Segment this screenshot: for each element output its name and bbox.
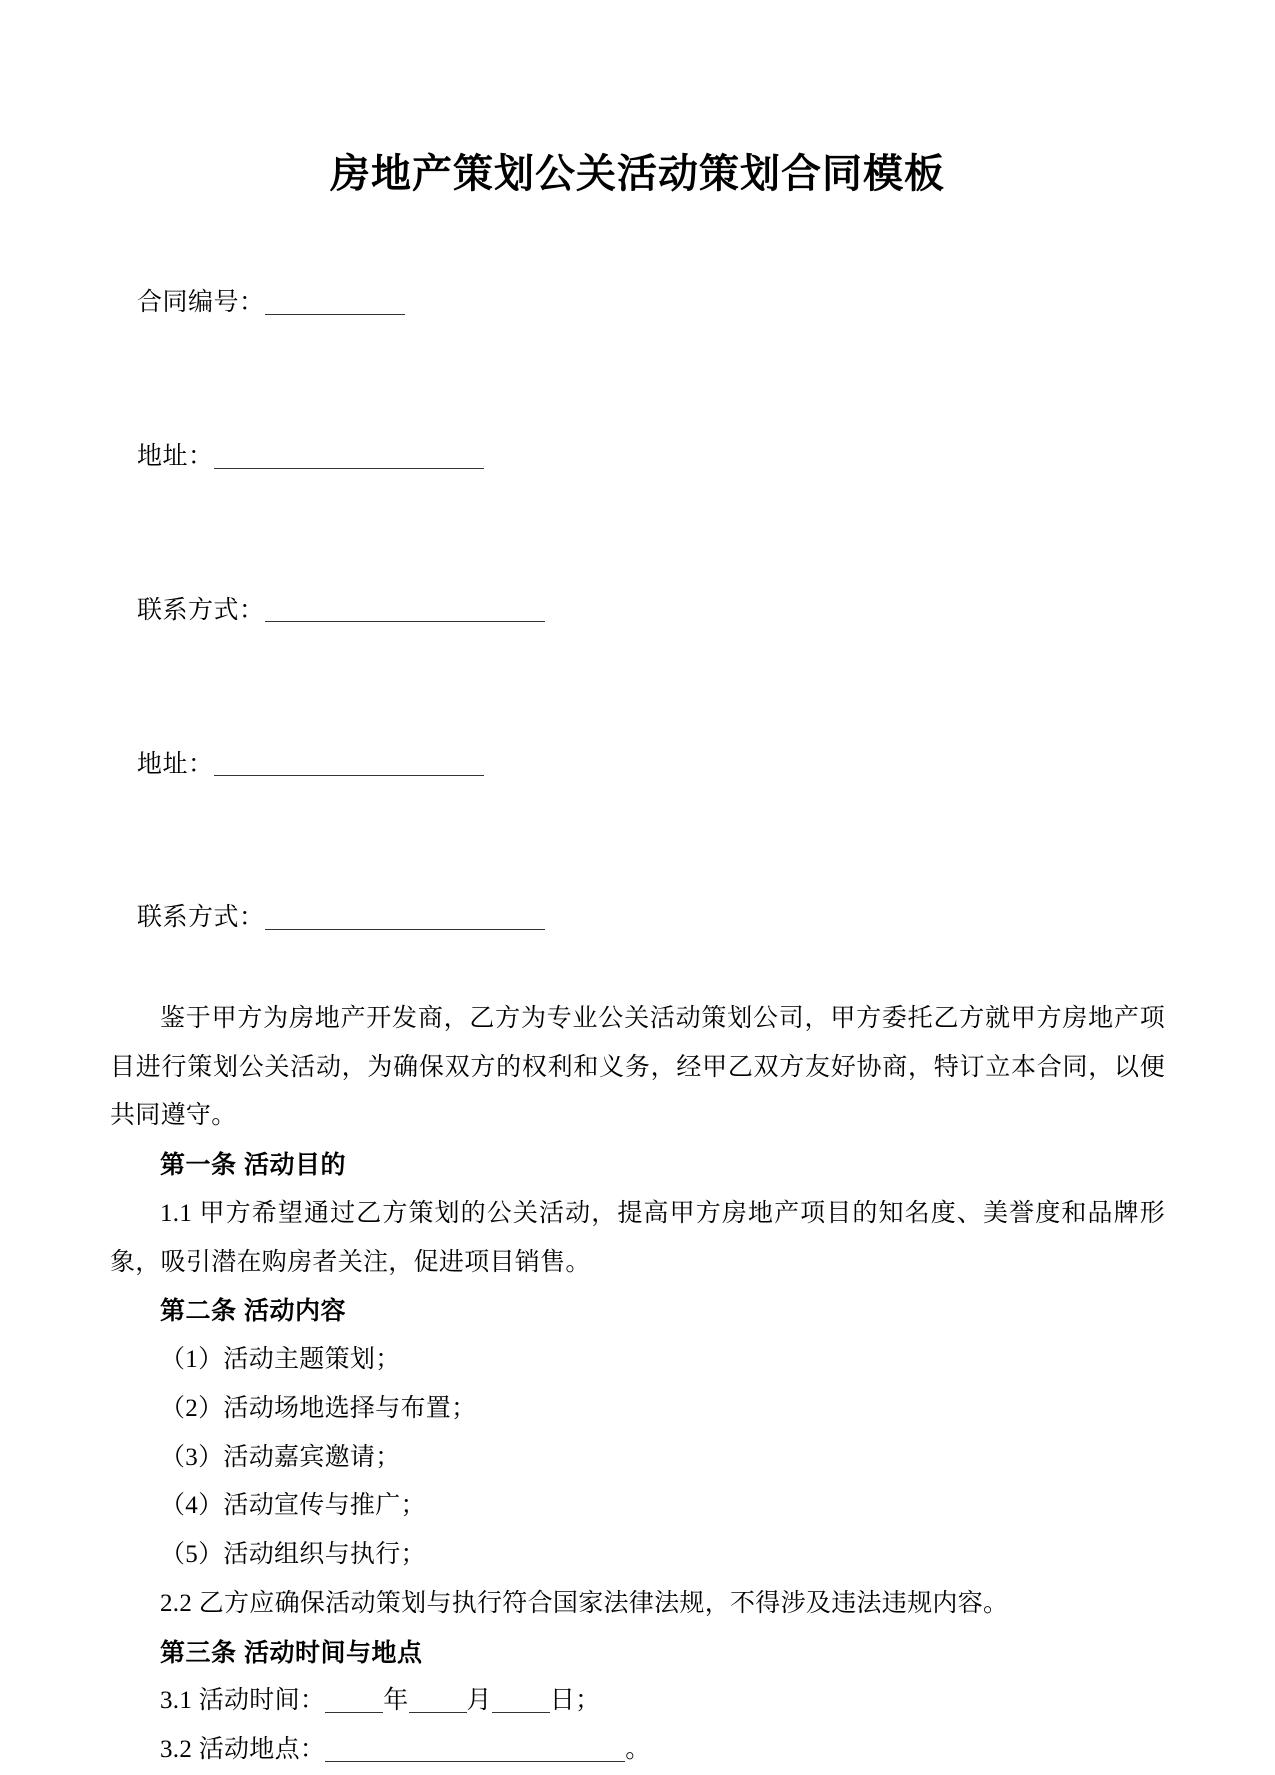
field-label: 地址： [137, 750, 214, 778]
field-label: 合同编号： [137, 289, 265, 317]
field-blank[interactable] [214, 749, 484, 776]
field-blank[interactable] [265, 595, 545, 622]
unit-month: 月 [466, 1687, 492, 1715]
activity-place-label: 3.2 活动地点： [160, 1736, 326, 1763]
list-item: （3）活动嘉宾邀请； [160, 1443, 401, 1471]
section-1-paragraph-1: 1.1 甲方希望通过乙方策划的公关活动，提高甲方房地产项目的知名度、美誉度和品牌形象，吸引潜在购房者关注，促进项目销售。 [110, 1199, 1165, 1276]
field-blank[interactable] [265, 288, 405, 315]
field-address-party-a [110, 380, 1165, 534]
unit-year: 年 [383, 1687, 409, 1715]
page-title: 房地产策划公关活动策划合同模板 [330, 152, 945, 196]
section-heading-1: 第一条 活动目的 [160, 1151, 346, 1179]
field-contact-party-b [110, 841, 1165, 995]
field-contract-number [110, 226, 1165, 380]
day-blank[interactable] [492, 1686, 550, 1713]
year-blank[interactable] [325, 1686, 383, 1713]
field-label: 联系方式： [137, 904, 265, 932]
list-item: （5）活动组织与执行； [160, 1541, 426, 1568]
field-label: 联系方式： [137, 596, 265, 624]
list-item: （4）活动宣传与推广； [160, 1492, 426, 1520]
section-heading-2: 第二条 活动内容 [160, 1297, 346, 1326]
month-blank[interactable] [409, 1686, 467, 1713]
unit-day: 日； [549, 1687, 601, 1715]
preamble-paragraph: 鉴于甲方为房地产开发商，乙方为专业公关活动策划公司，甲方委托乙方就甲方房地产项目进行策划公关活动，为确保双方的权利和义务，经甲乙双方友好协商，特订立本合同，以便共同遵守。 [110, 1004, 1165, 1130]
field-contact-party-a [110, 534, 1165, 688]
activity-place-line [110, 1726, 1165, 1775]
activity-time-line [110, 1677, 1165, 1726]
place-suffix: 。 [625, 1736, 651, 1763]
activity-time-label: 3.1 活动时间： [160, 1687, 326, 1715]
list-item: （1）活动主题策划； [160, 1346, 401, 1373]
field-address-party-b [110, 687, 1165, 841]
section-heading-3: 第三条 活动时间与地点 [160, 1638, 423, 1667]
place-blank[interactable] [325, 1734, 625, 1761]
section-2-paragraph-1: 2.2 乙方应确保活动策划与执行符合国家法律法规，不得涉及违法违规内容。 [160, 1589, 1009, 1617]
field-blank[interactable] [214, 441, 484, 468]
list-item: （2）活动场地选择与布置； [160, 1394, 477, 1422]
field-label: 地址： [137, 443, 214, 470]
field-blank[interactable] [265, 903, 545, 930]
